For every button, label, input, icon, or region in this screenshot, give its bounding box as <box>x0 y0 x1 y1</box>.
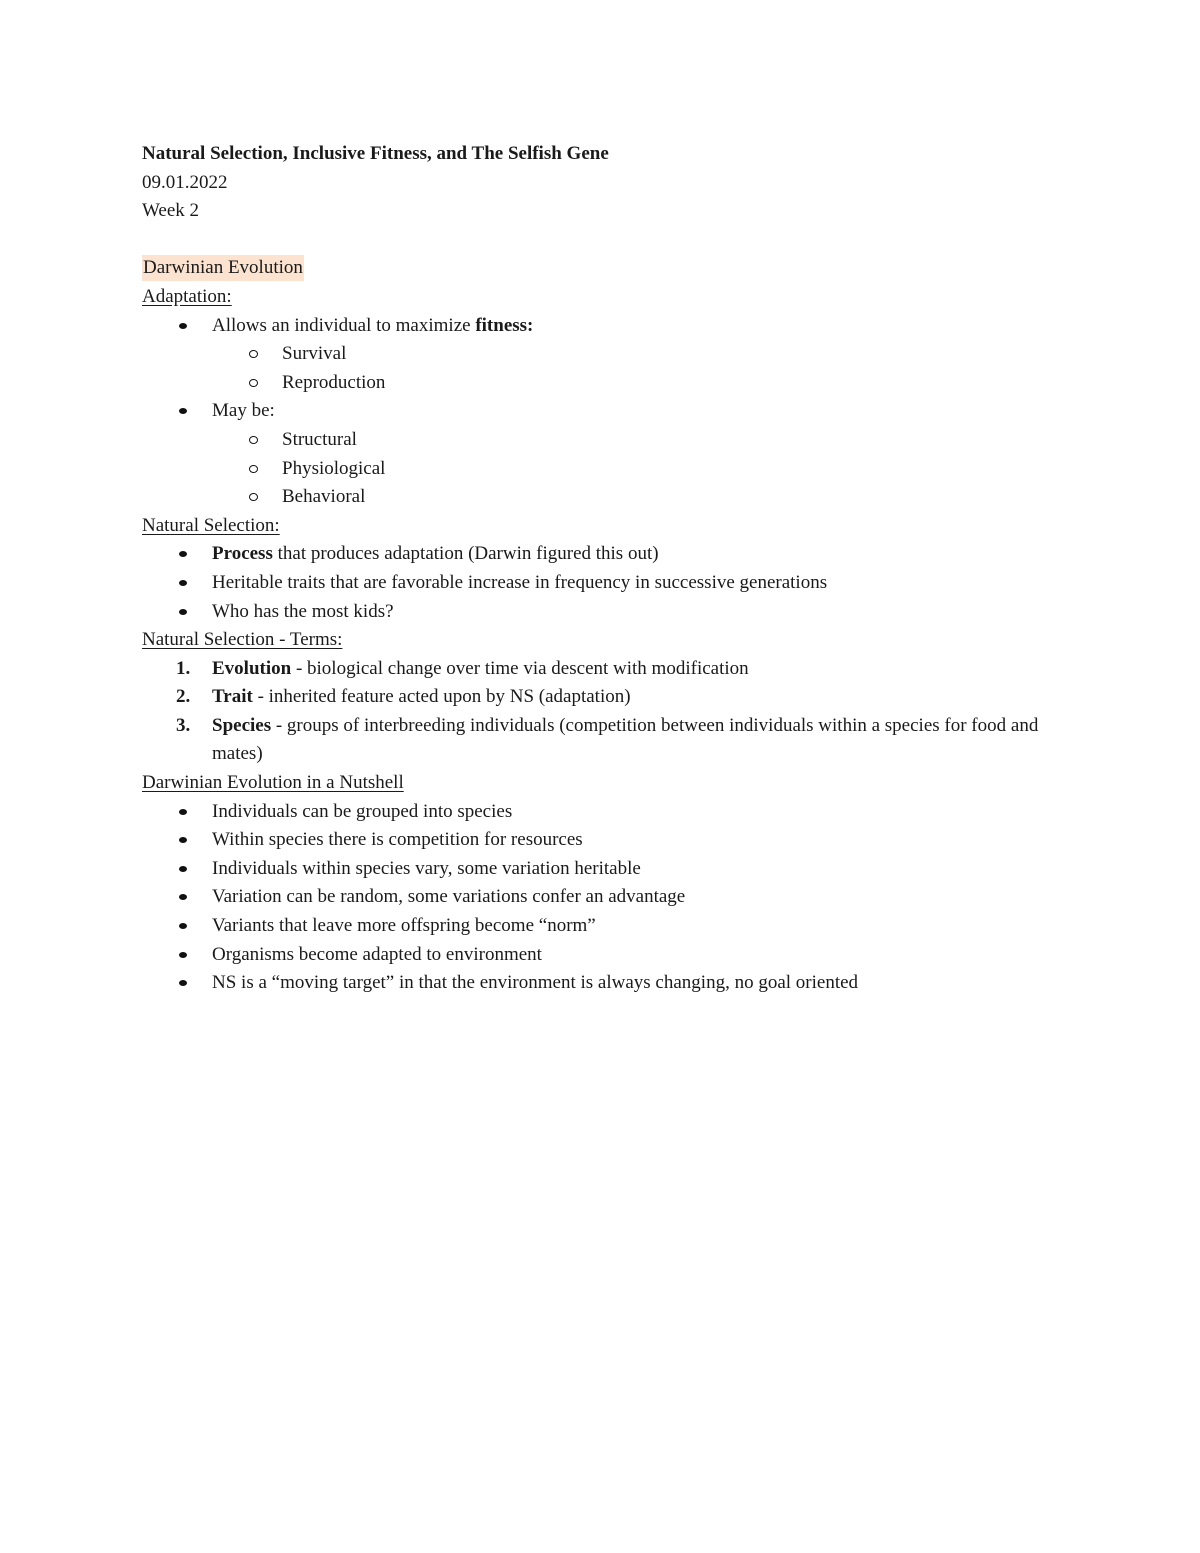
document-week: Week 2 <box>142 200 200 222</box>
sub-list-item-text: Structural <box>282 428 357 450</box>
document-date: 09.01.2022 <box>142 171 228 193</box>
document-title: Natural Selection, Inclusive Fitness, and The Selfish Gene <box>142 143 609 164</box>
bullet-dot-icon <box>179 609 187 615</box>
bullet-circle-icon <box>249 350 258 358</box>
list-item <box>142 569 1062 598</box>
bullet-dot-icon <box>179 894 187 900</box>
bullet-circle-icon <box>249 465 258 473</box>
bullet-circle-icon <box>249 493 258 501</box>
sub-list-item <box>142 369 1062 398</box>
bullet-dot-icon <box>179 408 187 414</box>
bullet-dot-icon <box>179 323 187 329</box>
term-name: Species <box>212 714 272 736</box>
list-item <box>142 855 1062 884</box>
terms-heading: Natural Selection - Terms: <box>142 629 343 651</box>
bullet-dot-icon <box>179 809 187 815</box>
list-item-text: Within species there is competition for resources <box>212 829 583 851</box>
bullet-dot-icon <box>179 551 187 557</box>
term-name: Trait <box>212 686 253 708</box>
document-page <box>142 140 1062 998</box>
numbered-item <box>142 712 1042 769</box>
natural-selection-heading: Natural Selection: <box>142 514 280 536</box>
sub-list-item-text: Survival <box>282 343 347 365</box>
item-number: 1. <box>176 657 191 679</box>
list-item-text: Variants that leave more offspring become “norm” <box>212 915 596 937</box>
list-item-text: Organisms become adapted to environment <box>212 943 542 965</box>
list-item-text: Variation can be random, some variations confer an advantage <box>212 886 686 908</box>
section-highlight-line <box>142 254 1062 283</box>
list-item-text: that produces adaptation (Darwin figured this out) <box>272 543 659 565</box>
sub-list-item <box>142 340 1062 369</box>
sub-list-item <box>142 426 1062 455</box>
list-item-bold: Process <box>212 543 273 565</box>
list-item <box>142 312 1062 341</box>
numbered-item <box>142 683 1062 712</box>
term-name: Evolution <box>212 657 292 679</box>
list-item-text: Who has the most kids? <box>212 600 394 622</box>
list-item-text: NS is a “moving target” in that the environment is always changing, no goal oriented <box>212 972 859 994</box>
sub-list-item-text: Reproduction <box>282 371 386 393</box>
bullet-circle-icon <box>249 436 258 444</box>
bullet-circle-icon <box>249 379 258 387</box>
bullet-dot-icon <box>179 923 187 929</box>
numbered-item <box>142 655 1062 684</box>
nutshell-heading: Darwinian Evolution in a Nutshell <box>142 772 404 794</box>
term-definition: - groups of interbreeding individuals (competition between individuals within a species for food and mates) <box>212 714 1039 765</box>
list-item <box>142 397 1062 426</box>
list-item-bold: fitness: <box>475 314 534 336</box>
bullet-dot-icon <box>179 980 187 986</box>
list-item <box>142 941 1062 970</box>
sub-list-item-text: Physiological <box>282 457 386 479</box>
adaptation-heading: Adaptation: <box>142 285 232 307</box>
list-item-text: Allows an individual to maximize <box>212 314 476 336</box>
sub-list-item-text: Behavioral <box>282 486 366 508</box>
list-item <box>142 826 1062 855</box>
item-number: 2. <box>176 686 191 708</box>
list-item <box>142 598 1062 627</box>
list-item <box>142 969 1062 998</box>
list-item-text: Individuals can be grouped into species <box>212 800 513 822</box>
sub-list-item <box>142 455 1062 484</box>
list-item-text: Heritable traits that are favorable increase in frequency in successive generations <box>212 571 828 593</box>
bullet-dot-icon <box>179 580 187 586</box>
blank-line <box>142 226 1062 255</box>
section-highlight: Darwinian Evolution <box>142 255 304 281</box>
list-item-text: May be: <box>212 400 275 422</box>
list-item <box>142 883 1062 912</box>
list-item <box>142 540 1062 569</box>
list-item <box>142 912 1062 941</box>
bullet-dot-icon <box>179 866 187 872</box>
list-item-text: Individuals within species vary, some variation heritable <box>212 857 641 879</box>
term-definition: - biological change over time via descent with modification <box>291 657 749 679</box>
sub-list-item <box>142 483 1062 512</box>
list-item <box>142 798 1062 827</box>
item-number: 3. <box>176 714 191 736</box>
bullet-dot-icon <box>179 952 187 958</box>
term-definition: - inherited feature acted upon by NS (adaptation) <box>252 686 631 708</box>
bullet-dot-icon <box>179 837 187 843</box>
